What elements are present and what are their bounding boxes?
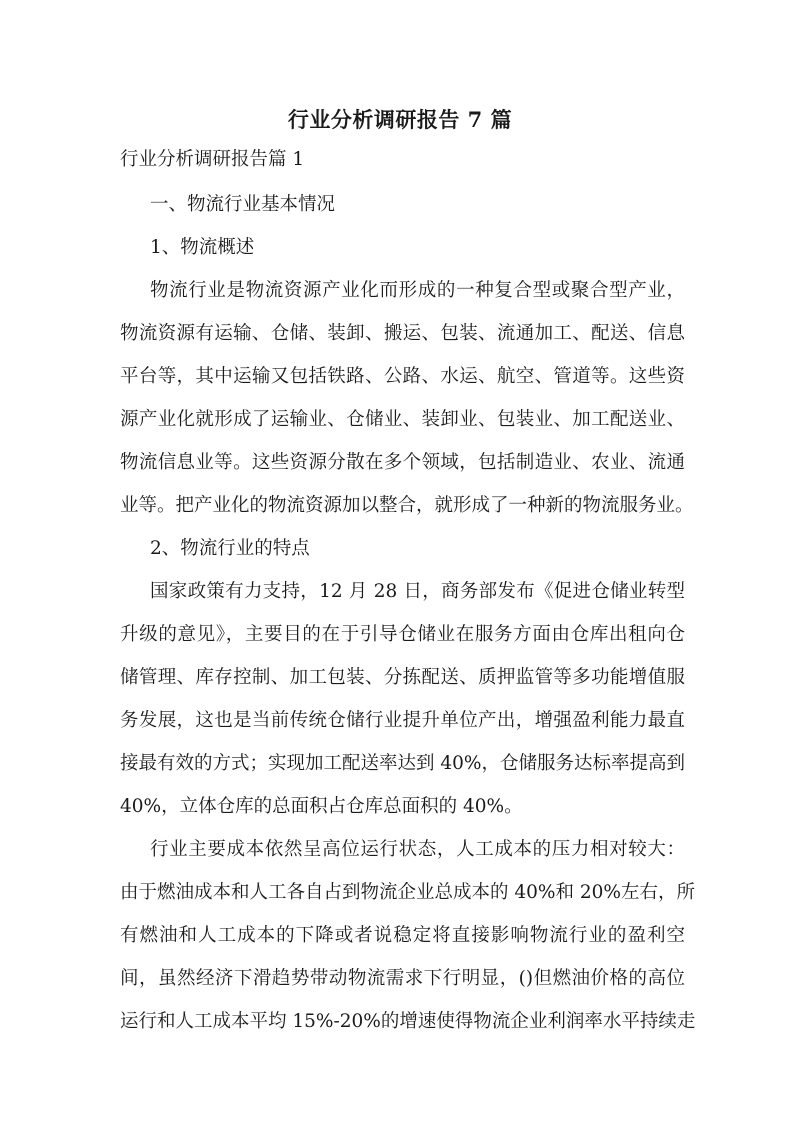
paragraph-line: 物流行业是物流资源产业化而形成的一种复合型或聚合型产业， bbox=[150, 280, 685, 301]
report-subtitle: 行业分析调研报告篇 1 bbox=[120, 149, 305, 170]
subsection-heading: 1、物流概述 bbox=[150, 237, 255, 258]
paragraph-line: 国家政策有力支持，12 月 28 日，商务部发布《促进仓储业转型 bbox=[150, 581, 685, 602]
paragraph-line: 储管理、库存控制、加工包装、分拣配送、质押监管等多功能增值服 bbox=[120, 667, 685, 688]
paragraph-line: 间，虽然经济下滑趋势带动物流需求下行明显，()但燃油价格的高位 bbox=[120, 968, 685, 989]
paragraph-line: 物流信息业等。这些资源分散在多个领域，包括制造业、农业、流通 bbox=[120, 452, 685, 473]
paragraph-line: 业等。把产业化的物流资源加以整合，就形成了一种新的物流服务业。 bbox=[120, 495, 694, 516]
paragraph-line: 40%，立体仓库的总面积占仓库总面积的 40%。 bbox=[120, 796, 523, 817]
paragraph-line: 由于燃油成本和人工各自占到物流企业总成本的 40%和 20%左右，所 bbox=[120, 882, 696, 903]
paragraph-line: 升级的意见》，主要目的在于引导仓储业在服务方面由仓库出租向仓 bbox=[120, 624, 685, 645]
paragraph-line: 务发展，这也是当前传统仓储行业提升单位产出，增强盈利能力最直 bbox=[120, 710, 685, 731]
paragraph-line: 运行和人工成本平均 15%-20%的增速使得物流企业利润率水平持续走 bbox=[120, 1011, 696, 1032]
paragraph-line: 物流资源有运输、仓储、装卸、搬运、包装、流通加工、配送、信息 bbox=[120, 323, 685, 344]
document-title: 行业分析调研报告 7 篇 bbox=[287, 107, 513, 132]
paragraph-line: 接最有效的方式；实现加工配送率达到 40%，仓储服务达标率提高到 bbox=[120, 753, 686, 774]
paragraph-line: 行业主要成本依然呈高位运行状态，人工成本的压力相对较大： bbox=[150, 839, 685, 860]
subsection-heading: 2、物流行业的特点 bbox=[150, 538, 310, 559]
section-heading: 一、物流行业基本情况 bbox=[150, 194, 336, 215]
paragraph-line: 平台等，其中运输又包括铁路、公路、水运、航空、管道等。这些资 bbox=[120, 366, 685, 387]
paragraph-line: 源产业化就形成了运输业、仓储业、装卸业、包装业、加工配送业、 bbox=[120, 409, 685, 430]
paragraph-line: 有燃油和人工成本的下降或者说稳定将直接影响物流行业的盈利空 bbox=[120, 925, 685, 946]
